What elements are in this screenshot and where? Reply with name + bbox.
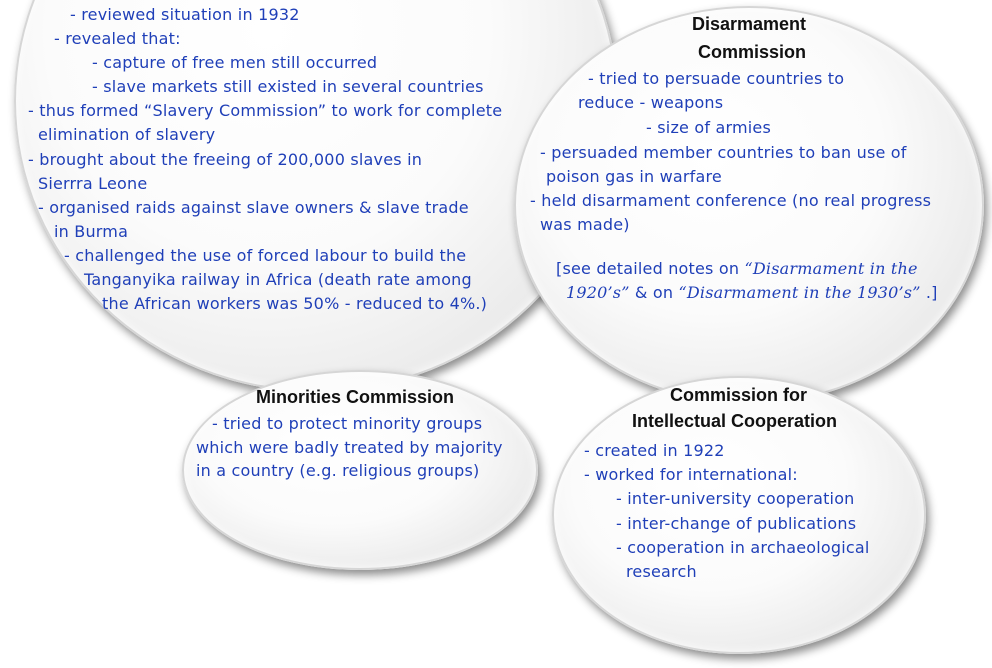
slavery-note-raids-cont: in Burma: [54, 222, 129, 241]
disarmament-heading-line2: Commission: [698, 42, 807, 62]
disarmament-note-weapons: reduce - weapons: [578, 93, 724, 112]
disarmament-note-poison-gas-cont: poison gas in warfare: [546, 167, 722, 186]
disarmament-note-conference: - held disarmament conference (no real progress: [530, 191, 932, 210]
minorities-note-protect: - tried to protect minority groups: [212, 414, 483, 433]
slavery-note-capture: - capture of free men still occurred: [92, 53, 378, 72]
slavery-note-reviewed: - reviewed situation in 1932: [70, 5, 300, 24]
slavery-note-forced-labour-cont1: Tanganyika railway in Africa (death rate among: [84, 270, 472, 289]
intellectual-heading-line2: Intellectual Cooperation: [632, 411, 838, 431]
minorities-note-religious: in a country (e.g. religious groups): [196, 461, 480, 480]
intellectual-note-worked: - worked for international:: [584, 465, 798, 484]
slavery-note-raids: - organised raids against slave owners & slave trade: [38, 198, 469, 217]
see-also-ref2: “Disarmament in the 1930’s”: [678, 283, 921, 302]
disarmament-see-also-line2: [566, 281, 938, 305]
slavery-note-forced-labour: - challenged the use of forced labour to build the: [64, 246, 467, 265]
disarmament-note-poison-gas: - persuaded member countries to ban use of: [540, 143, 907, 162]
slavery-note-markets: - slave markets still existed in several countries: [92, 77, 484, 96]
disarmament-note-persuade: - tried to persuade countries to: [588, 69, 845, 88]
see-also-joiner: & on: [629, 283, 679, 302]
disarmament-note-conference-cont: was made): [540, 215, 630, 234]
disarmament-heading-line1: Disarmament: [692, 14, 807, 34]
intellectual-note-archaeological: - cooperation in archaeological: [616, 538, 870, 557]
intellectual-note-university: - inter-university cooperation: [616, 489, 855, 508]
intellectual-note-created: - created in 1922: [584, 441, 725, 460]
slavery-note-freeing: - brought about the freeing of 200,000 slaves in: [28, 150, 423, 169]
minorities-heading: Minorities Commission: [256, 387, 455, 407]
disarmament-note-armies: - size of armies: [646, 118, 771, 137]
see-also-prefix: [see detailed notes on: [556, 259, 745, 278]
intellectual-note-publications: - inter-change of publications: [616, 514, 857, 533]
slavery-note-forced-labour-cont2: the African workers was 50% - reduced to 4%.): [102, 294, 488, 313]
disarmament-see-also-line1: [556, 257, 918, 281]
see-also-ref1: “Disarmament in the: [744, 259, 918, 278]
intellectual-heading-line1: Commission for: [670, 385, 808, 405]
slavery-note-formed: - thus formed “Slavery Commission” to work for complete: [28, 101, 503, 120]
minorities-note-treated: which were badly treated by majority: [196, 438, 503, 457]
intellectual-note-archaeological-cont: research: [626, 562, 697, 581]
slavery-note-revealed: - revealed that:: [54, 29, 181, 48]
see-also-ref1-cont: 1920’s”: [566, 283, 630, 302]
slavery-note-freeing-cont: Sierrra Leone: [38, 174, 148, 193]
see-also-suffix: .]: [920, 283, 938, 302]
slavery-note-formed-cont: elimination of slavery: [38, 125, 216, 144]
